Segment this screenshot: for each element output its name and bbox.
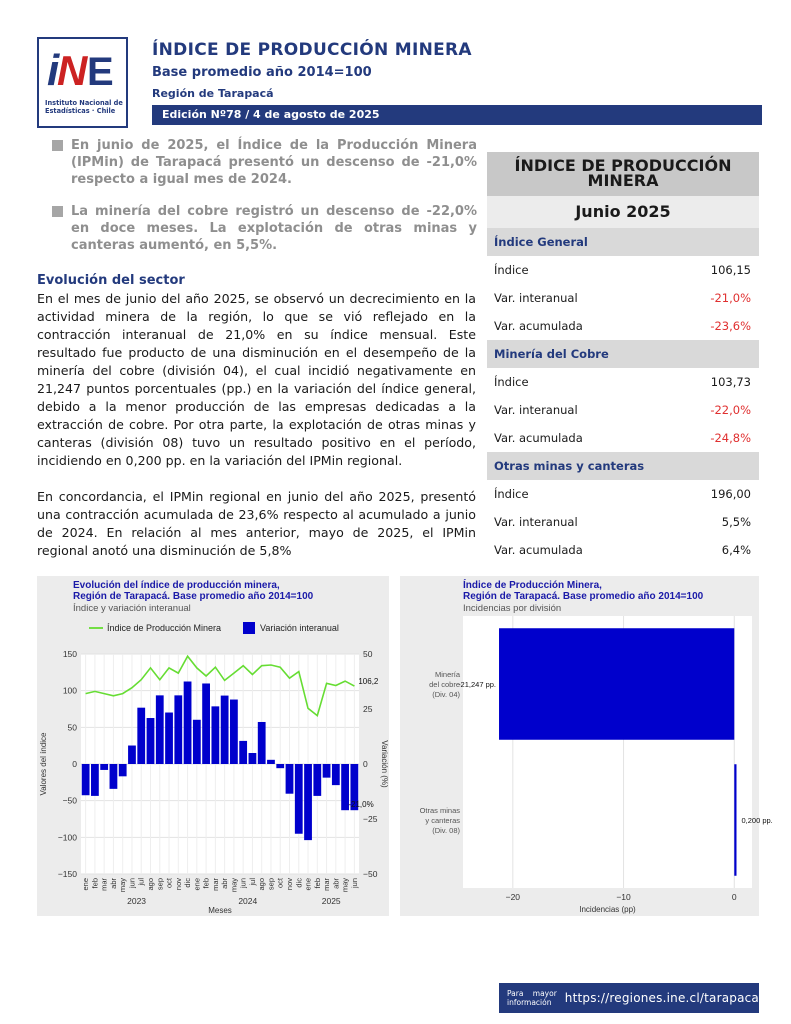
- panel-row-label: Var. acumulada: [494, 431, 583, 445]
- edition-bar: Edición Nº78 / 4 de agosto de 2025: [152, 105, 762, 125]
- left-axis-tick-label: 0: [72, 759, 77, 769]
- panel-group-header: Otras minas y canteras: [487, 452, 759, 480]
- left-axis-tick-label: 50: [67, 722, 77, 733]
- variation-bar: [165, 713, 173, 764]
- variation-bar: [323, 764, 331, 778]
- panel-row-value: -24,8%: [710, 431, 751, 445]
- bullet-text: En junio de 2025, el Índice de la Producción Minera (IPMin) de Tarapacá presentó un descenso de -21,0% respecto a igual mes de 2024.: [71, 138, 477, 187]
- section-title: Evolución del sector: [37, 273, 185, 288]
- left-axis-tick-label: −100: [57, 832, 77, 843]
- chart2-subtitle: Incidencias por división: [463, 603, 562, 614]
- division-tick-line: (Div. 08): [432, 826, 460, 835]
- month-tick-label: jun: [238, 878, 248, 889]
- svg-text:E: E: [87, 50, 114, 94]
- incidence-chart: [400, 576, 773, 916]
- month-tick-label: oct: [164, 878, 174, 889]
- month-tick-label: may: [340, 878, 350, 893]
- division-tick-label: [420, 806, 461, 835]
- month-tick-label: may: [229, 878, 239, 893]
- month-tick-label: may: [118, 878, 128, 893]
- right-axis-tick-label: 0: [363, 759, 368, 769]
- panel-row-label: Var. interanual: [494, 515, 578, 529]
- panel-group-header: Minería del Cobre: [487, 340, 759, 368]
- panel-row-value: 5,5%: [721, 515, 751, 529]
- variation-bar: [304, 764, 312, 840]
- panel-row-label: Var. interanual: [494, 403, 578, 417]
- x-axis-tick-label: −20: [505, 892, 521, 902]
- division-tick-line: Minería: [434, 670, 460, 679]
- panel-title: ÍNDICE DE PRODUCCIÓN MINERA: [487, 152, 759, 196]
- variation-bar: [100, 764, 108, 770]
- variation-bar: [137, 708, 145, 764]
- highlight-bullet-2: [52, 203, 477, 254]
- variation-bar: [128, 746, 136, 764]
- division-tick-label: [429, 670, 461, 699]
- left-axis-tick-label: −50: [62, 795, 77, 806]
- panel-row-value: -22,0%: [710, 403, 751, 417]
- svg-text:N: N: [57, 47, 88, 94]
- y2-axis-label: Variación (%): [380, 740, 389, 788]
- incidence-value-label: -21,247 pp.: [458, 680, 497, 689]
- panel-row-label: Var. acumulada: [494, 319, 583, 333]
- summary-panel: [487, 152, 759, 564]
- variation-value-label: -21,0%: [348, 800, 374, 810]
- right-axis-tick-label: −50: [363, 869, 378, 879]
- paragraph-2: En concordancia, el IPMin regional en junio del año 2025, presentó una contracción acumulada de 23,6% respecto al acumulado a junio de 2024. En relación al mes anterior, mayo de 2025, el IPMin regional anotó una disminución de 5,8%: [37, 489, 476, 558]
- incidence-bar: [734, 764, 736, 876]
- month-tick-label: ago: [257, 878, 267, 891]
- panel-row: [487, 284, 759, 312]
- paragraph-1: En el mes de junio del año 2025, se observó un decrecimiento en la actividad minera de la región, lo que se vió reflejado en la contracción interanual de 21,0% en su índice mensual. Este resultado fue producto de una disminución en el desempeño de la minería del cobre (división 04), el cual incidió negativamente en 21,247 puntos porcentuales (pp.) en la variación del índice general, debido a la menor producción de las empresas dedicadas a la extracción de cobre. Por otra parte, la explotación de otras minas y canteras (división 08) tuvo un resultado positivo en el período, incidiendo en 0,200 pp. en la variación del IPMin regional.: [37, 291, 476, 468]
- footer-url-link[interactable]: https://regiones.ine.cl/tarapaca: [564, 991, 759, 1005]
- right-axis-tick-label: 25: [363, 704, 373, 714]
- division-tick-line: del cobre: [429, 680, 460, 689]
- footer-link-box[interactable]: [499, 983, 759, 1013]
- highlight-bullet-1: [52, 137, 477, 188]
- month-tick-label: jul: [247, 878, 257, 886]
- incidence-bar: [499, 628, 734, 740]
- month-tick-label: dic: [294, 878, 304, 888]
- ine-logo: [37, 37, 128, 128]
- year-label: 2024: [238, 896, 258, 906]
- panel-row: [487, 396, 759, 424]
- square-bullet-icon: [52, 140, 63, 151]
- variation-bar: [221, 696, 229, 764]
- month-tick-label: sep: [266, 878, 276, 891]
- month-tick-label: ene: [81, 878, 91, 891]
- legend-bar-label: Variación interanual: [260, 623, 339, 633]
- chart1-legend: [89, 622, 339, 634]
- panel-row-value: 196,00: [710, 487, 751, 501]
- panel-row: [487, 368, 759, 396]
- month-tick-label: ene: [192, 878, 202, 891]
- division-tick-line: y canteras: [425, 816, 460, 825]
- month-tick-label: abr: [331, 878, 341, 889]
- month-tick-label: jun: [349, 878, 359, 889]
- panel-row-value: 103,73: [710, 375, 751, 389]
- logo-caption: Instituto Nacional de Estadísticas · Chile: [45, 99, 123, 115]
- panel-row: [487, 312, 759, 340]
- svg-text:i: i: [47, 46, 60, 95]
- legend-bar-swatch: [243, 622, 255, 634]
- month-tick-label: feb: [312, 878, 322, 889]
- variation-bar: [258, 722, 266, 764]
- x-axis-tick-label: 0: [731, 892, 737, 902]
- panel-row: [487, 536, 759, 564]
- left-axis-tick-label: 100: [62, 685, 77, 696]
- right-axis-tick-label: −25: [363, 814, 378, 824]
- variation-bar: [313, 764, 321, 796]
- division-tick-line: Otras minas: [419, 806, 460, 815]
- month-tick-label: oct: [275, 878, 285, 889]
- variation-bar: [230, 700, 238, 764]
- panel-group-header: Índice General: [487, 228, 759, 256]
- chart1-subtitle: Índice y variación interanual: [73, 603, 191, 614]
- variation-bar: [156, 695, 164, 764]
- document-title: ÍNDICE DE PRODUCCIÓN MINERA: [152, 40, 472, 60]
- variation-bar: [174, 695, 182, 764]
- panel-row-label: Var. interanual: [494, 291, 578, 305]
- variation-bar: [119, 764, 127, 776]
- legend-line-label: Índice de Producción Minera: [107, 623, 222, 633]
- x-axis-tick-label: −10: [616, 892, 631, 902]
- month-tick-label: feb: [90, 878, 100, 889]
- footer-label: Para mayor información: [507, 989, 557, 1007]
- panel-row: [487, 256, 759, 284]
- month-tick-label: nov: [285, 878, 294, 891]
- month-tick-label: sep: [155, 878, 165, 891]
- variation-bar: [193, 720, 201, 764]
- panel-row: [487, 480, 759, 508]
- left-axis-tick-label: −150: [57, 869, 77, 879]
- month-tick-label: feb: [201, 878, 211, 889]
- bullet-text: La minería del cobre registró un descenso de -22,0% en doce meses. La explotación de otras minas y canteras aumentó, en 5,5%.: [71, 204, 477, 253]
- index-value-label: 106,2: [358, 677, 379, 687]
- left-axis-tick-label: 150: [62, 649, 77, 659]
- document-subtitle: Base promedio año 2014=100: [152, 65, 372, 80]
- month-tick-label: dic: [183, 878, 193, 888]
- variation-bar: [249, 753, 257, 764]
- panel-row-value: 106,15: [710, 263, 751, 277]
- variation-bar: [110, 764, 118, 789]
- panel-row-label: Índice: [494, 487, 529, 501]
- chart2-title: Índice de Producción Minera, Región de Tarapacá. Base promedio año 2014=100: [463, 580, 704, 602]
- variation-bar: [91, 764, 99, 796]
- variation-bar: [184, 682, 192, 765]
- month-tick-label: abr: [108, 878, 118, 889]
- month-tick-label: abr: [220, 878, 230, 889]
- panel-row-value: -21,0%: [710, 291, 751, 305]
- panel-body: [487, 228, 759, 564]
- variation-bar: [276, 764, 284, 768]
- panel-row-label: Var. acumulada: [494, 543, 583, 557]
- panel-row: [487, 424, 759, 452]
- panel-row: [487, 508, 759, 536]
- variation-bar: [286, 764, 294, 794]
- y-axis-label: Valores del índice: [39, 732, 48, 796]
- month-tick-label: jul: [136, 878, 146, 886]
- variation-bar: [239, 741, 247, 764]
- index-evolution-chart: [37, 576, 389, 916]
- variation-bar: [295, 764, 303, 834]
- chart2-plot: [400, 576, 773, 916]
- month-tick-label: ago: [146, 878, 155, 891]
- chart1-plot: [37, 576, 389, 916]
- month-tick-label: nov: [173, 878, 183, 891]
- variation-bar: [332, 764, 340, 785]
- month-tick-label: mar: [99, 878, 109, 891]
- variation-bar: [267, 760, 275, 764]
- chart1-title: Evolución del índice de producción minera, Región de Tarapacá. Base promedio año 2014=100: [73, 580, 314, 602]
- month-tick-label: jun: [127, 878, 137, 889]
- variation-bar: [202, 683, 210, 764]
- panel-row-label: Índice: [494, 263, 529, 277]
- year-label: 2023: [127, 896, 147, 906]
- variation-bar: [82, 764, 90, 795]
- panel-row-value: 6,4%: [721, 543, 751, 557]
- panel-month: Junio 2025: [487, 196, 759, 228]
- region-label: Región de Tarapacá: [152, 87, 274, 100]
- division-tick-line: (Div. 04): [432, 690, 460, 699]
- right-axis-tick-label: 50: [363, 649, 373, 659]
- panel-row-label: Índice: [494, 375, 529, 389]
- variation-bar: [211, 706, 219, 764]
- square-bullet-icon: [52, 206, 63, 217]
- month-tick-label: ene: [303, 878, 313, 891]
- month-tick-label: mar: [322, 878, 332, 891]
- incidence-value-label: 0,200 pp.: [741, 816, 773, 825]
- month-tick-label: mar: [210, 878, 220, 891]
- variation-bar: [147, 718, 155, 764]
- year-label: 2025: [321, 896, 341, 906]
- x-axis-label: Incidencias (pp): [579, 905, 636, 914]
- x-axis-label: Meses: [208, 906, 232, 915]
- panel-row-value: -23,6%: [710, 319, 751, 333]
